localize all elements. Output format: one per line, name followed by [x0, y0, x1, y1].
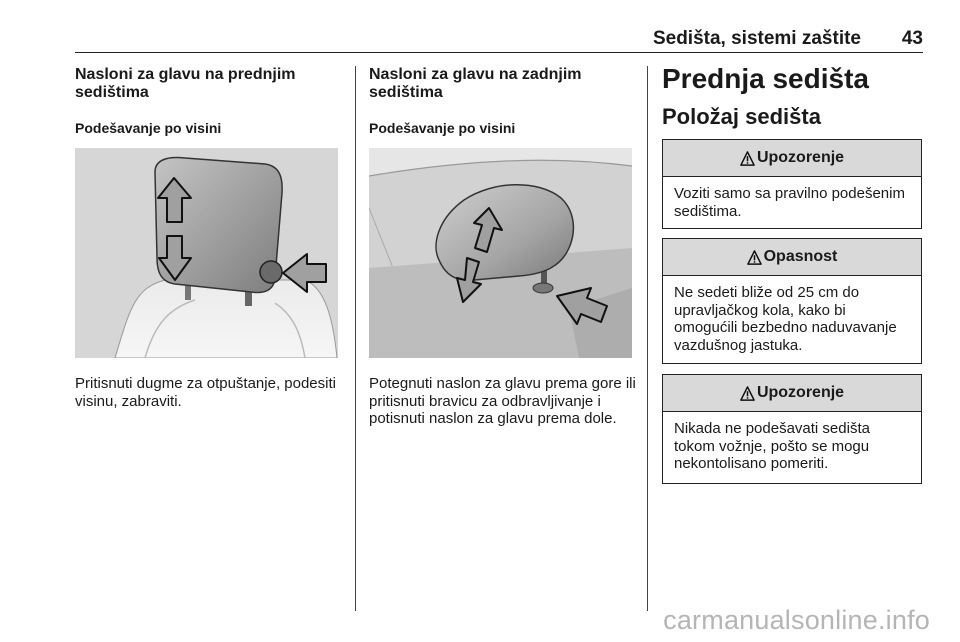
section-title: Sedišta, sistemi zaštite — [652, 28, 861, 49]
page-number: 43 — [901, 28, 923, 49]
seat-position-heading: Položaj sedišta — [662, 104, 821, 129]
warning-triangle-icon — [740, 151, 755, 166]
column-front-headrests — [75, 66, 340, 136]
front-seats-heading: Prednja sedišta — [662, 63, 869, 94]
column-rear-headrests — [369, 66, 634, 136]
column-divider-2 — [647, 66, 648, 611]
danger-box — [662, 238, 922, 364]
rear-headrest-caption: Potegnuti naslon za glavu prema gore ili pritisnuti bravicu za odbravljivanje i potisnuti naslon za glavu prema dole. — [369, 375, 636, 427]
front-height-subheading: Podešavanje po visini — [75, 120, 222, 136]
danger-box-title: Opasnost — [763, 248, 838, 265]
front-headrest-illustration — [75, 148, 338, 358]
front-headrest-heading: Nasloni za glavu na prednjim sedištima — [75, 66, 296, 101]
warning-box-title: Upozorenje — [756, 384, 845, 401]
warning-triangle-icon — [747, 250, 762, 265]
warning-box-text: Nikada ne podešavati sedišta tokom vožnje, pošto se mogu nekontolisano pomeriti. — [674, 420, 870, 472]
watermark: carmanualsonline.info — [663, 605, 930, 635]
column-divider-1 — [355, 66, 356, 611]
warning-box-2 — [662, 374, 922, 484]
warning-box-title: Upozorenje — [756, 149, 845, 166]
danger-box-text: Ne sedeti bliže od 25 cm do upravljačkog kola, kako bi omogućili bezbedno naduvavanje vazdušnog jastuka. — [674, 284, 897, 354]
warning-box-text: Voziti samo sa pravilno podešenim sedištima. — [674, 185, 905, 220]
page-header — [75, 28, 923, 53]
rear-height-subheading: Podešavanje po visini — [369, 120, 516, 136]
warning-box-1 — [662, 139, 922, 229]
front-headrest-caption: Pritisnuti dugme za otpuštanje, podesiti visinu, zabraviti. — [75, 375, 336, 410]
rear-headrest-heading: Nasloni za glavu na zadnjim sedištima — [369, 66, 582, 101]
rear-headrest-illustration — [369, 148, 632, 358]
warning-triangle-icon — [740, 386, 755, 401]
